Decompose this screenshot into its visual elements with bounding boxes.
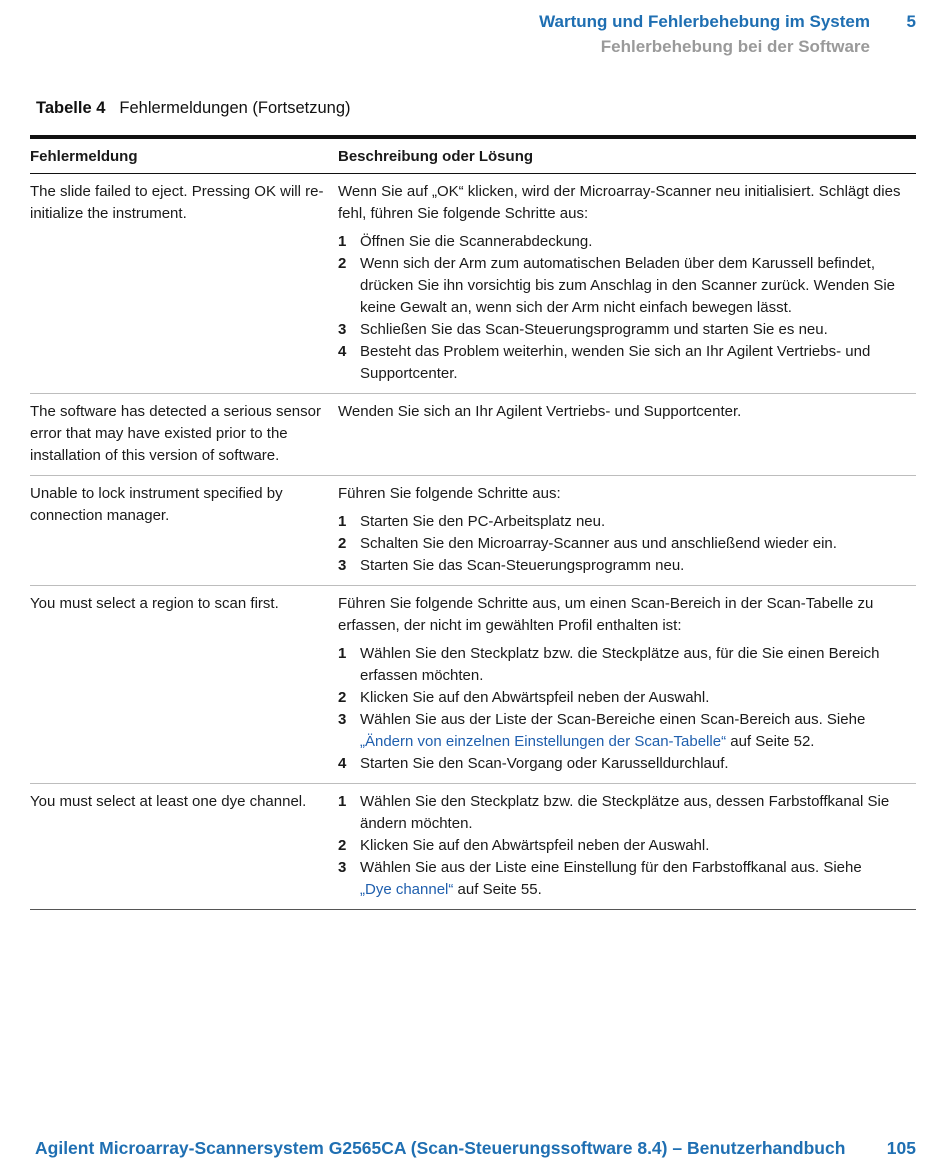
cross-reference-link[interactable]: „Ändern von einzelnen Einstellungen der Scan-Tabelle“ [360, 733, 727, 750]
column-header-message: Fehlermeldung [30, 147, 138, 165]
step-number: 1 [338, 793, 347, 810]
page-reference: auf Seite 52. [726, 733, 815, 750]
solution-step [338, 643, 916, 687]
table-caption [36, 99, 351, 118]
cross-reference-link[interactable]: „Dye channel“ [360, 881, 454, 898]
step-number: 1 [338, 233, 347, 250]
solution-step [338, 835, 916, 857]
step-number: 2 [338, 535, 347, 552]
solution-step [338, 753, 916, 775]
footer-title: Agilent Microarray-Scannersystem G2565CA (Scan-Steuerungssoftware 8.4) – Benutzerhandbuch [35, 1138, 846, 1158]
step-text-main: Wählen Sie aus der Liste eine Einstellung für den Farbstoffkanal aus. Siehe [360, 859, 862, 876]
solution-step [338, 687, 916, 709]
solution-cell [338, 401, 916, 467]
solution-step [338, 791, 916, 835]
table-caption-label: Tabelle 4 [36, 99, 106, 117]
chapter-title: Wartung und Fehlerbehebung im System [539, 12, 870, 31]
solution-cell [338, 791, 916, 901]
error-message-cell: You must select a region to scan first. [30, 595, 279, 612]
step-text: Starten Sie den PC-Arbeitsplatz neu. [360, 513, 606, 530]
step-number: 4 [338, 343, 347, 360]
step-text: Wählen Sie den Steckplatz bzw. die Steckplätze aus, dessen Farbstoffkanal Sie ändern möchten. [360, 793, 890, 832]
solution-intro: Wenden Sie sich an Ihr Agilent Vertriebs- und Supportcenter. [338, 403, 742, 420]
table-row [30, 394, 916, 476]
column-header-description: Beschreibung oder Lösung [338, 147, 534, 165]
solution-step [338, 709, 916, 753]
chapter-number: 5 [906, 12, 916, 31]
solution-step [338, 319, 916, 341]
page-reference: auf Seite 55. [453, 881, 542, 898]
step-text: Öffnen Sie die Scannerabdeckung. [360, 233, 593, 250]
step-text: Wählen Sie den Steckplatz bzw. die Steckplätze aus, für die Sie einen Bereich erfassen möchten. [360, 645, 880, 684]
step-text: Schalten Sie den Microarray-Scanner aus und anschließend wieder ein. [360, 535, 837, 552]
step-number: 3 [338, 321, 347, 338]
page-number: 105 [886, 1138, 916, 1158]
solution-step [338, 533, 916, 555]
step-text: Starten Sie den Scan-Vorgang oder Karusselldurchlauf. [360, 755, 729, 772]
error-message-cell: The slide failed to eject. Pressing OK will re-initialize the instrument. [30, 183, 324, 222]
error-message-cell: You must select at least one dye channel. [30, 793, 307, 810]
error-message-cell: Unable to lock instrument specified by connection manager. [30, 485, 283, 524]
step-text: Klicken Sie auf den Abwärtspfeil neben der Auswahl. [360, 837, 710, 854]
solution-cell [338, 483, 916, 577]
table-caption-title: Fehlermeldungen (Fortsetzung) [119, 99, 351, 117]
table-header-row [30, 139, 916, 174]
solution-cell [338, 181, 916, 385]
step-number: 4 [338, 755, 347, 772]
step-number: 2 [338, 255, 347, 272]
step-text: Starten Sie das Scan-Steuerungsprogramm neu. [360, 557, 685, 574]
solution-step [338, 857, 916, 901]
step-text [360, 709, 916, 753]
error-message-cell: The software has detected a serious sensor error that may have existed prior to the installation of this version of software. [30, 403, 321, 464]
solution-step [338, 511, 916, 533]
section-title: Fehlerbehebung bei der Software [600, 37, 870, 56]
solution-step [338, 341, 916, 385]
solution-step [338, 231, 916, 253]
step-number: 2 [338, 837, 347, 854]
step-text: Schließen Sie das Scan-Steuerungsprogramm und starten Sie es neu. [360, 321, 828, 338]
solution-step [338, 555, 916, 577]
step-number: 3 [338, 711, 347, 728]
step-text: Besteht das Problem weiterhin, wenden Sie sich an Ihr Agilent Vertriebs- und Supportcenter. [360, 343, 871, 382]
table-row [30, 174, 916, 394]
step-number: 3 [338, 859, 347, 876]
solution-step [338, 253, 916, 319]
step-number: 1 [338, 513, 347, 530]
solution-intro: Führen Sie folgende Schritte aus, um einen Scan-Bereich in der Scan-Tabelle zu erfassen, der nicht im gewählten Profil enthalten ist: [338, 595, 874, 634]
solution-cell [338, 593, 916, 775]
step-text: Wenn sich der Arm zum automatischen Beladen über dem Karussell befindet, drücken Sie ihn vorsichtig bis zum Anschlag in den Scanner zurück. Wenden Sie keine Gewalt an, wenn sich der Arm nicht einfach bewegen lässt. [360, 255, 896, 316]
step-number: 2 [338, 689, 347, 706]
table-row [30, 586, 916, 784]
step-text: Klicken Sie auf den Abwärtspfeil neben der Auswahl. [360, 689, 710, 706]
table-row [30, 476, 916, 586]
error-message-table [30, 135, 916, 910]
table-row [30, 784, 916, 910]
solution-intro: Führen Sie folgende Schritte aus: [338, 485, 561, 502]
step-text [360, 857, 916, 901]
step-number: 1 [338, 645, 347, 662]
solution-intro: Wenn Sie auf „OK“ klicken, wird der Microarray-Scanner neu initialisiert. Schlägt dies fehl, führen Sie folgende Schritte aus: [338, 183, 901, 222]
step-text-main: Wählen Sie aus der Liste der Scan-Bereiche einen Scan-Bereich aus. Siehe [360, 711, 866, 728]
step-number: 3 [338, 557, 347, 574]
